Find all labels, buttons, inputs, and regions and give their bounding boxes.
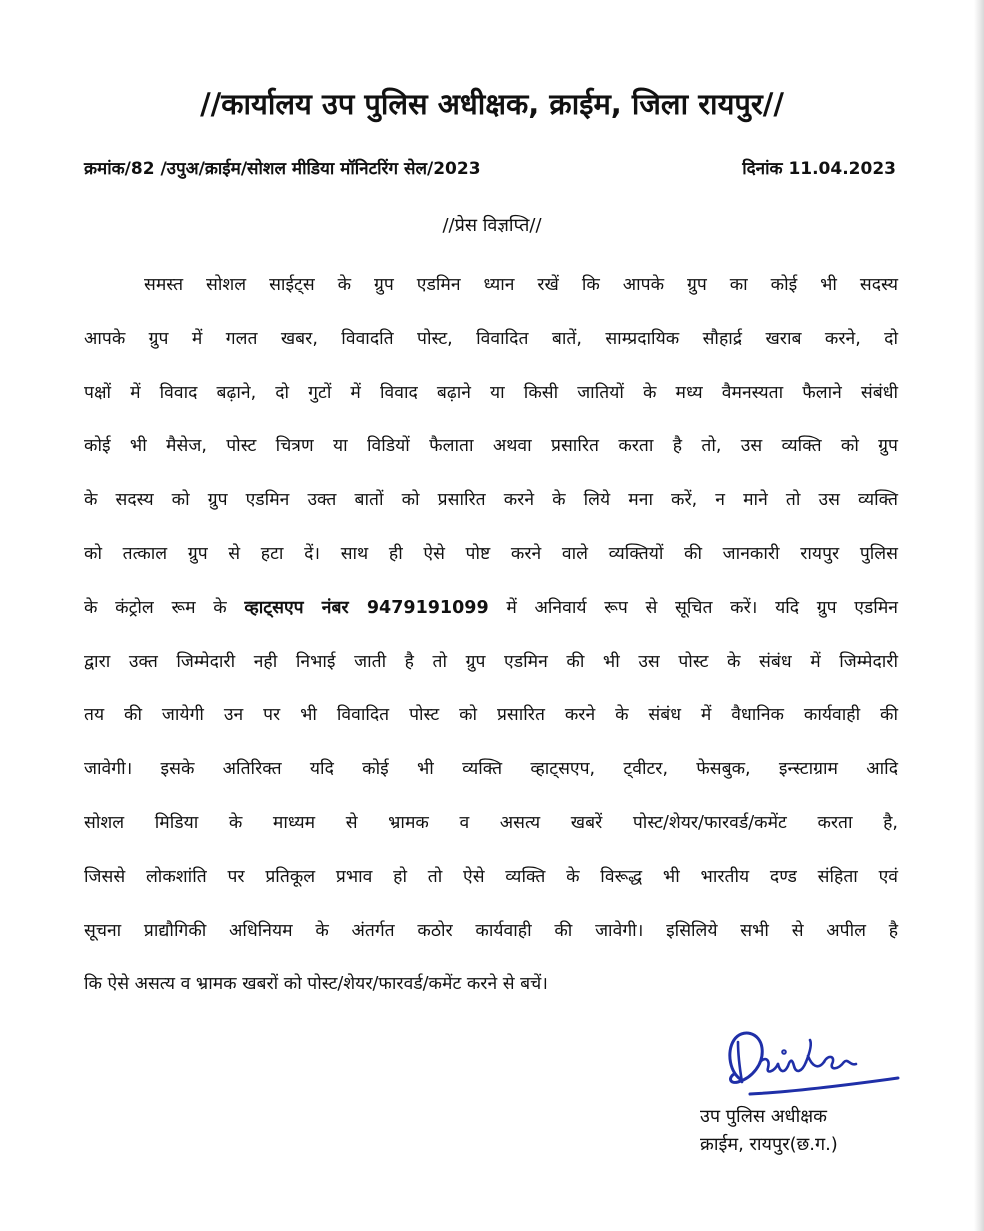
- handwritten-signature: [720, 1022, 910, 1100]
- page-edge-shadow: [974, 0, 984, 1231]
- body-line-12: जिससे लोकशांति पर प्रतिकूल प्रभाव हो तो ऐसे व्यक्ति के विरूद्ध भी भारतीय दण्ड संहिता एवं: [84, 866, 898, 887]
- signatory-block: [700, 1103, 900, 1159]
- reference-line: [84, 154, 896, 184]
- body-paragraph: [84, 265, 898, 1018]
- body-line-11: सोशल मिडिया के माध्यम से भ्रामक व असत्य खबरें पोस्ट/शेयर/फारवर्ड/कमेंट करता है,: [84, 812, 898, 833]
- body-line-6: को तत्काल ग्रुप से हटा दें। साथ ही ऐसे पोष्ट करने वाले व्यक्तियों की जानकारी रायपुर पुलिस: [84, 543, 898, 564]
- body-line-14: कि ऐसे असत्य व भ्रामक खबरों को पोस्ट/शेयर/फारवर्ड/कमेंट करने से बचें।: [84, 974, 548, 995]
- body-line-2: आपके ग्रुप में गलत खबर, विवादति पोस्ट, विवादित बातें, साम्प्रदायिक सौहार्द्र खराब करने, दो: [84, 328, 898, 349]
- body-line-1: समस्त सोशल साईट्स के ग्रुप एडमिन ध्यान रखें कि आपके ग्रुप का कोई भी सदस्य: [144, 275, 898, 295]
- body-line-10: जावेगी। इसके अतिरिक्त यदि कोई भी व्यक्ति व्हाट्सएप, ट्वीटर, फेसबुक, इन्स्टाग्राम आदि: [84, 759, 898, 780]
- body-line-8: द्वारा उक्त जिम्मेदारी नही निभाई जाती है तो ग्रुप एडमिन की भी उस पोस्ट के संबंध में जिम्मेदारी: [84, 651, 898, 672]
- body-line-5: के सदस्य को ग्रुप एडमिन उक्त बातों को प्रसारित करने के लिये मना करें, न माने तो उस व्यक्ति: [84, 490, 898, 511]
- office-heading: //कार्यालय उप पुलिस अधीक्षक, क्राईम, जिला रायपुर//: [200, 87, 784, 121]
- body-line-3: पक्षों में विवाद बढ़ाने, दो गुटों में विवाद बढ़ाने या किसी जातियों के मध्य वैमनस्यता फैलाने संबंधी: [84, 382, 898, 403]
- body-line-7: [84, 588, 898, 642]
- press-release-title: //प्रेस विज्ञप्ति//: [442, 215, 542, 236]
- signatory-title: उप पुलिस अधीक्षक: [700, 1106, 828, 1127]
- reference-number: क्रमांक/82 /उपुअ/क्राईम/सोशल मीडिया मॉनिटरिंग सेल/2023: [84, 159, 481, 179]
- signatory-office: क्राईम, रायपुर(छ.ग.): [700, 1134, 838, 1155]
- body-line-13: सूचना प्राद्यौगिकी अधिनियम के अंतर्गत कठोर कार्यवाही की जावेगी। इसिलिये सभी से अपील है: [84, 920, 898, 941]
- issue-date: दिनांक 11.04.2023: [742, 159, 896, 179]
- body-line-7-end: में अनिवार्य रूप से सूचित करें। यदि ग्रुप एडमिन: [488, 597, 898, 618]
- body-line-9: तय की जायेगी उन पर भी विवादित पोस्ट को प्रसारित करने के संबंध में वैधानिक कार्यवाही की: [84, 705, 898, 726]
- whatsapp-number: व्हाट्सएप नंबर 9479191099: [244, 597, 489, 618]
- body-line-7-start: के कंट्रोल रूम के: [84, 597, 245, 618]
- body-line-4: कोई भी मैसेज, पोस्ट चित्रण या विडियों फैलाता अथवा प्रसारित करता है तो, उस व्यक्ति को ग्रुप: [84, 436, 898, 457]
